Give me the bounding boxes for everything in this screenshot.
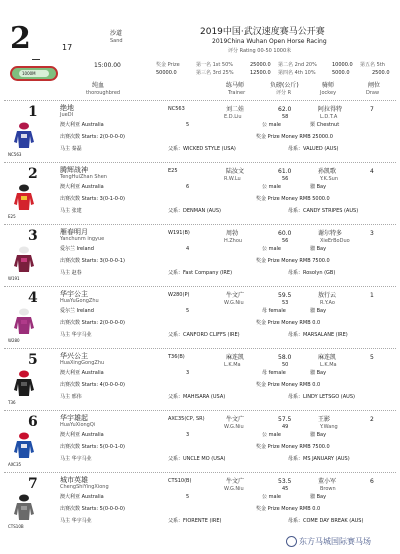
jockey-silks-icon: [13, 494, 35, 522]
origin: 爱尔兰 Ireland: [60, 246, 94, 252]
silk-code: CTS10B: [8, 524, 24, 529]
horse-number: 5: [28, 352, 38, 368]
rating-value: 56: [282, 176, 289, 182]
dam: 母系：COME DAY BREAK (AUS): [288, 518, 364, 524]
entry-block: [0, 290, 400, 352]
prize-money: 奖金 Prize Money RMB 7500.0: [256, 258, 330, 264]
jockey-name: 谢尔特多: [318, 230, 343, 237]
trainer-name-en: H.Zhou: [224, 238, 243, 244]
race-time: 15:00.00: [94, 62, 121, 69]
rating-value: 53: [282, 300, 289, 306]
trainer-name: 麻连凯: [226, 354, 245, 361]
trainer-name: 牛文广: [226, 416, 245, 423]
horse-number: 3: [28, 228, 38, 244]
trainer-name-en: W.G.Niu: [224, 300, 244, 306]
starts-record: 出赛次数 Starts: 5(0-0-0-0): [60, 506, 125, 512]
horse-number: 6: [28, 414, 38, 430]
coat-color: 骝 Bay: [310, 184, 327, 190]
horse-code: CTS10(B): [168, 478, 192, 484]
horse-name-cn: 华宇雄起: [60, 414, 88, 422]
col-weight-en: 评分 R: [276, 90, 292, 96]
origin: 澳大利亚 Australia: [60, 184, 104, 190]
coat-color: 骝 Bay: [310, 432, 327, 438]
prize-money: 奖金 Prize Money RMB 7500.0: [256, 444, 330, 450]
horse-code: E25: [168, 168, 178, 174]
origin: 澳大利亚 Australia: [60, 494, 104, 500]
age: 5: [186, 494, 190, 500]
jockey-name-en: XieErBoDuo: [320, 238, 350, 244]
prize-5-value: 2500.0: [372, 70, 390, 76]
draw-number: 7: [370, 106, 374, 113]
age: 5: [186, 308, 190, 314]
prize-label: 奖金 Prize: [156, 62, 180, 68]
dam: 母系：Rosolyn (GB): [288, 270, 336, 276]
prize-2-value: 10000.0: [332, 62, 353, 68]
distance-badge: 1000M: [22, 71, 36, 76]
rating-value: 58: [282, 114, 289, 120]
rating-value: 56: [282, 238, 289, 244]
sire: 父系：DENMAN (AUS): [168, 208, 221, 214]
watermark-text: 东方马城国际赛马场: [299, 537, 371, 546]
race-index: 17: [62, 43, 73, 52]
dam: 母系：VALUED (AUS): [288, 146, 339, 152]
horse-name-en: JueDI: [60, 112, 74, 118]
trainer-name: 陆汝文: [226, 168, 245, 175]
sire: 父系：FIORENTE (IRE): [168, 518, 222, 524]
starts-record: 出赛次数 Starts: 3(0-1-0-0): [60, 196, 125, 202]
silk-code: T36: [8, 400, 16, 405]
silk-code: W280: [8, 338, 20, 343]
jockey-silks-icon: [13, 432, 35, 460]
col-draw-cn: 闸位: [368, 82, 381, 89]
horse-code: T36(B): [168, 354, 185, 360]
jockey-silks-icon: [13, 308, 35, 336]
prize-4-label: 第四名 4th 10%: [278, 70, 316, 76]
draw-number: 4: [370, 168, 374, 175]
surface-label-cn: 沙道: [110, 30, 123, 37]
carried-weight: 57.5: [278, 416, 292, 423]
owner: 马主 华宇马业: [60, 456, 92, 462]
owner: 马主 华宇马业: [60, 332, 92, 338]
trainer-name-en: W.G.Niu: [224, 424, 244, 430]
prize-3-label: 第三名 3rd 25%: [196, 70, 234, 76]
entry-divider: [4, 286, 396, 287]
trainer-name-en: R.W.Lu: [224, 176, 241, 182]
col-weight-cn: 负磅(公斤): [270, 82, 299, 89]
rating-value: 45: [282, 486, 289, 492]
prize-5-label: 第五名 5th: [360, 62, 385, 68]
origin: 澳大利亚 Australia: [60, 122, 104, 128]
sex: 公 male: [262, 432, 281, 438]
rating-value: 49: [282, 424, 289, 430]
prize-money: 奖金 Prize Money RMB 5000.0: [256, 196, 330, 202]
origin: 澳大利亚 Australia: [60, 432, 104, 438]
horse-number: 2: [28, 166, 38, 182]
jockey-name: 敖行云: [318, 292, 337, 299]
col-trainer-cn: 练马师: [226, 82, 245, 89]
silk-code: W191: [8, 276, 20, 281]
starts-record: 出赛次数 Starts: 2(0-0-0-0): [60, 134, 125, 140]
jockey-name: 董小军: [318, 478, 337, 485]
draw-number: 2: [370, 416, 374, 423]
jockey-silks-icon: [13, 184, 35, 212]
col-trainer-en: Trainer: [228, 90, 246, 96]
age: 3: [186, 370, 190, 376]
horse-name-cn: 雁春明月: [60, 228, 88, 236]
jockey-name-en: Y.K.Sun: [320, 176, 339, 182]
draw-number: 6: [370, 478, 374, 485]
horse-code: W191(B): [168, 230, 190, 236]
entry-divider: [4, 348, 396, 349]
dam: 母系：MS JANUARY (AUS): [288, 456, 350, 462]
horse-number: 7: [28, 476, 38, 492]
col-jockey-en: Jockey: [320, 90, 337, 96]
prize-money: 奖金 Prize Money RMB 25000.0: [256, 134, 333, 140]
entry-divider: [4, 224, 396, 225]
horse-code: AXC35(CP, SR): [168, 416, 205, 422]
col-draw-en: Draw: [366, 90, 380, 96]
sex: 公 male: [262, 494, 281, 500]
prize-2-label: 第二名 2nd 20%: [278, 62, 317, 68]
jockey-name: 孙凯歌: [318, 168, 337, 175]
prize-money: 奖金 Prize Money RMB 0.0: [256, 320, 321, 326]
jockey-silks-icon: [13, 370, 35, 398]
coat-color: 骝 Bay: [310, 494, 327, 500]
age: 4: [186, 246, 190, 252]
jockey-name-en: R.Y.Ao: [320, 300, 335, 306]
draw-number: 5: [370, 354, 374, 361]
race-number: 2: [10, 21, 31, 56]
carried-weight: 61.0: [278, 168, 292, 175]
owner: 马主 秦磊: [60, 146, 82, 152]
prize-4-value: 5000.0: [332, 70, 350, 76]
sex: 母 female: [262, 308, 286, 314]
horse-name-en: Yanchunm ingyue: [60, 236, 105, 242]
trainer-name-en: E.D.Liu: [224, 114, 242, 120]
sire: 父系：WICKED STYLE (USA): [168, 146, 236, 152]
age: 5: [186, 122, 190, 128]
horse-name-en: HuaYuXiongQi: [60, 422, 96, 428]
sex: 公 male: [262, 246, 281, 252]
race-title-en: 2019China Wuhan Open Horse Racing: [212, 38, 327, 45]
horse-number: 1: [28, 104, 38, 120]
dam: 母系：MARSALANE (IRE): [288, 332, 348, 338]
breed-en: thoroughbred: [86, 90, 121, 96]
carried-weight: 53.5: [278, 478, 292, 485]
draw-number: 3: [370, 230, 374, 237]
owner: 马主 张建: [60, 208, 82, 214]
carried-weight: 60.0: [278, 230, 292, 237]
entry-divider: [4, 410, 396, 411]
trainer-name: 牛文广: [226, 478, 245, 485]
sire: 父系：MAHISARA (USA): [168, 394, 226, 400]
prize-money: 奖金 Prize Money RMB 0.0: [256, 506, 321, 512]
prize-money: 奖金 Prize Money RMB 0.0: [256, 382, 321, 388]
coat-color: 栗 Chestnut: [310, 122, 340, 128]
sire: 父系：UNCLE MO (USA): [168, 456, 226, 462]
jockey-silks-icon: [13, 122, 35, 150]
trainer-name: 牛文广: [226, 292, 245, 299]
jockey-name-en: L.K.Ma: [320, 362, 337, 368]
silk-code: E25: [8, 214, 16, 219]
entry-block: [0, 104, 400, 166]
age: 3: [186, 432, 190, 438]
trainer-name-en: L.K.Ma: [224, 362, 241, 368]
starts-record: 出赛次数 Starts: 5(0-0-1-0): [60, 444, 125, 450]
horse-name-cn: 腾辉战神: [60, 166, 88, 174]
starts-record: 出赛次数 Starts: 2(0-0-0-0): [60, 320, 125, 326]
silk-code: AXC35: [8, 462, 22, 467]
jockey-name: 王影: [318, 416, 331, 423]
sex: 母 female: [262, 370, 286, 376]
rating-line: 评分 Rating 00-50 1000米: [228, 48, 292, 54]
origin: 澳大利亚 Australia: [60, 370, 104, 376]
owner: 马主 华宇马业: [60, 518, 92, 524]
prize-total: 50000.0: [156, 70, 177, 76]
col-jockey-cn: 骑师: [322, 82, 335, 89]
coat-color: 骝 Bay: [310, 246, 327, 252]
owner: 马主 邢伟: [60, 394, 82, 400]
jockey-name-en: Y.Wang: [320, 424, 338, 430]
header-divider: [4, 100, 396, 101]
origin: 爱尔兰 Ireland: [60, 308, 94, 314]
carried-weight: 59.5: [278, 292, 292, 299]
horse-code: W280(P): [168, 292, 190, 298]
prize-3-value: 12500.0: [250, 70, 271, 76]
horse-name-cn: 华兴公主: [60, 352, 88, 360]
horse-name-en: HuaXingGongZhu: [60, 360, 105, 366]
starts-record: 出赛次数 Starts: 3(0-0-0-1): [60, 258, 125, 264]
trainer-name: 刘二娃: [226, 106, 245, 113]
dam: 母系：CANDY STRIPES (AUS): [288, 208, 359, 214]
jockey-silks-icon: [13, 246, 35, 274]
sex: 公 male: [262, 184, 281, 190]
horse-code: NC563: [168, 106, 185, 112]
entry-block: [0, 228, 400, 290]
carried-weight: 58.0: [278, 354, 292, 361]
watermark-logo-icon: [286, 536, 297, 547]
horse-name-en: HuaYuGongZhu: [60, 298, 99, 304]
entry-block: [0, 414, 400, 476]
rating-value: 50: [282, 362, 289, 368]
age: 6: [186, 184, 190, 190]
horse-name-cn: 华宇公主: [60, 290, 88, 298]
trainer-name-en: W.G.Niu: [224, 486, 244, 492]
prize-1-value: 25000.0: [250, 62, 271, 68]
jockey-name-en: L.D.T.A: [320, 114, 338, 120]
horse-name-en: TengHuiZhan Shen: [60, 174, 107, 180]
entry-divider: [4, 162, 396, 163]
watermark: [286, 536, 371, 547]
horse-name-cn: 城市英雄: [60, 476, 88, 484]
starts-record: 出赛次数 Starts: 4(0-0-0-0): [60, 382, 125, 388]
trainer-name: 周勃: [226, 230, 239, 237]
sex: 公 male: [262, 122, 281, 128]
surface-label-en: Sand: [110, 38, 123, 44]
jockey-name: 阿拉得特: [318, 106, 343, 113]
horse-number: 4: [28, 290, 38, 306]
jockey-name: 麻连凯: [318, 354, 337, 361]
carried-weight: 62.0: [278, 106, 292, 113]
owner: 马主 赵春: [60, 270, 82, 276]
breed-cn: 纯血: [92, 82, 105, 89]
entry-block: [0, 476, 400, 538]
coat-color: 骝 Bay: [310, 370, 327, 376]
prize-1-label: 第一名 1st 50%: [196, 62, 234, 68]
dam: 母系：LINDY LETSGO (AUS): [288, 394, 355, 400]
sire: 父系：CANFORD CLIFFS (IRE): [168, 332, 240, 338]
draw-number: 1: [370, 292, 374, 299]
horse-name-cn: 绝地: [60, 104, 74, 112]
start-marker-icon: [32, 59, 40, 64]
sire: 父系：Fast Company (IRE): [168, 270, 233, 276]
coat-color: 骝 Bay: [310, 308, 327, 314]
entry-block: [0, 166, 400, 228]
jockey-name-en: Brown: [320, 486, 336, 492]
entry-block: [0, 352, 400, 414]
horse-name-en: ChengShiYingXiong: [60, 484, 109, 490]
entry-divider: [4, 472, 396, 473]
silk-code: NC563: [8, 152, 22, 157]
race-title-cn: 2019中国·武汉速度赛马公开赛: [200, 27, 325, 37]
